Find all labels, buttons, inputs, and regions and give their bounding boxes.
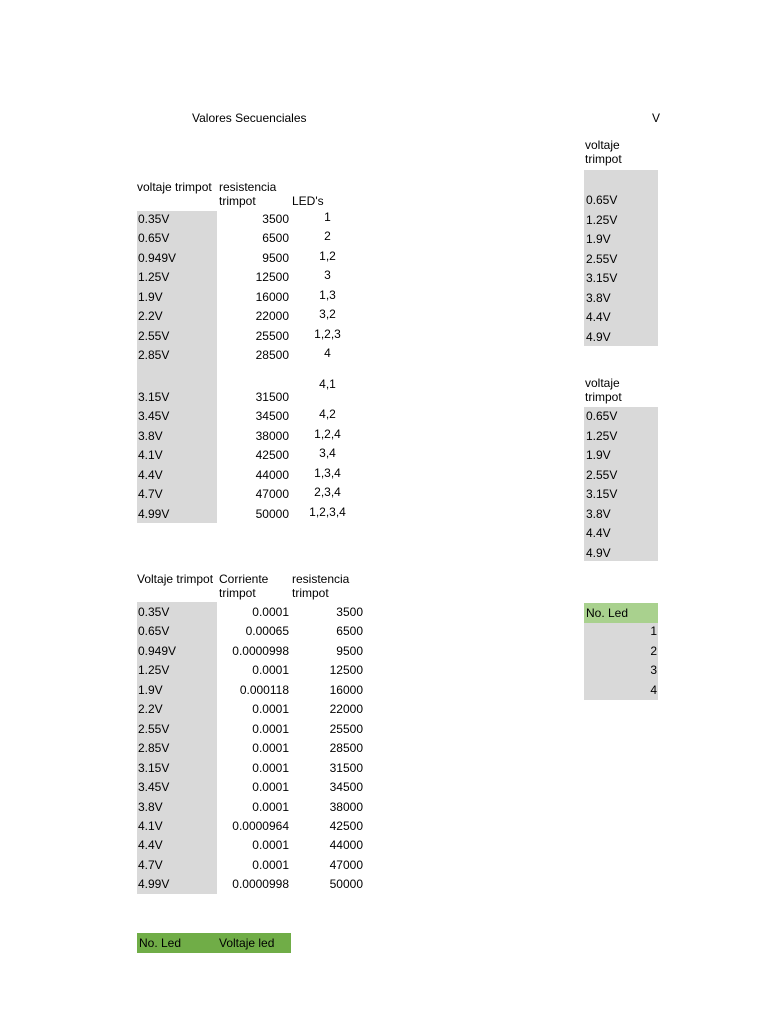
column-header-led-voltage: Voltaje led bbox=[219, 936, 275, 950]
current-cell: 0.0001 bbox=[252, 799, 289, 814]
voltage-cell: 4.4V bbox=[138, 468, 163, 482]
resistance-cell: 38000 bbox=[329, 799, 363, 814]
voltage-cell: 4.1V bbox=[138, 448, 163, 462]
leds-cell: 1,2,3 bbox=[314, 327, 341, 341]
led-number-cell: 2 bbox=[650, 643, 657, 658]
leds-cell: 3,2 bbox=[319, 307, 336, 321]
column-header-voltage: Voltaje trimpot bbox=[137, 572, 214, 586]
resistance-cell: 25500 bbox=[329, 721, 363, 736]
voltage-cell: 1.25V bbox=[586, 428, 618, 443]
leds-cell: 1,2 bbox=[319, 249, 336, 263]
voltage-cell: 1.25V bbox=[138, 663, 170, 678]
leds-cell: 1,2,3,4 bbox=[309, 505, 346, 519]
voltage-cell: 4.99V bbox=[138, 877, 170, 892]
current-cell: 0.0000998 bbox=[232, 643, 289, 658]
voltage-cell: 4.4V bbox=[586, 526, 611, 540]
resistance-cell: 25500 bbox=[255, 329, 289, 343]
voltage-cell: 3.8V bbox=[586, 290, 611, 305]
resistance-cell: 3500 bbox=[336, 605, 363, 619]
resistance-cell: 6500 bbox=[262, 231, 289, 245]
led-number-cell: 3 bbox=[650, 663, 657, 677]
leds-cell: 3 bbox=[324, 268, 331, 282]
column-header-led-number: No. Led bbox=[586, 606, 629, 620]
page-title: Valores Secuenciales bbox=[192, 111, 307, 125]
leds-cell: 1 bbox=[324, 210, 331, 224]
resistance-cell: 16000 bbox=[329, 682, 363, 697]
resistance-cell: 47000 bbox=[255, 487, 289, 501]
leds-cell: 1,2,4 bbox=[314, 427, 341, 441]
voltage-cell: 2.85V bbox=[138, 348, 170, 362]
column-header-current: Corriente trimpot bbox=[219, 572, 269, 600]
voltage-cell: 0.949V bbox=[138, 643, 177, 658]
resistance-cell: 12500 bbox=[329, 663, 363, 678]
voltage-cell: 4.1V bbox=[138, 818, 163, 833]
voltage-cell: 0.35V bbox=[138, 212, 170, 226]
voltage-cell: 2.55V bbox=[138, 721, 170, 736]
current-cell: 0.0001 bbox=[252, 760, 289, 775]
voltage-cell: 2.2V bbox=[138, 702, 163, 717]
resistance-cell: 42500 bbox=[255, 448, 289, 462]
resistance-cell: 22000 bbox=[255, 309, 289, 323]
resistance-cell: 34500 bbox=[255, 409, 289, 423]
resistance-cell: 28500 bbox=[329, 741, 363, 756]
current-cell: 0.0001 bbox=[252, 702, 289, 717]
resistance-cell: 3500 bbox=[262, 212, 289, 226]
current-cell: 0.0001 bbox=[252, 838, 289, 853]
resistance-cell: 9500 bbox=[262, 251, 289, 265]
column-header-resistance: resistencia trimpot bbox=[219, 180, 277, 208]
current-cell: 0.0001 bbox=[252, 741, 289, 756]
voltage-cell: 3.8V bbox=[138, 429, 163, 443]
voltage-cell: 2.55V bbox=[138, 329, 170, 343]
current-cell: 0.000118 bbox=[239, 682, 289, 697]
voltage-cell: 3.15V bbox=[138, 760, 170, 775]
voltage-cell: 2.2V bbox=[138, 309, 163, 323]
leds-cell: 1,3 bbox=[319, 288, 336, 302]
voltage-cell: 2.85V bbox=[138, 741, 170, 756]
voltage-cell: 1.9V bbox=[138, 290, 163, 304]
column-header-leds: LED's bbox=[292, 194, 324, 208]
voltage-cell: 1.9V bbox=[586, 448, 611, 462]
column-header-voltage: voltaje trimpot bbox=[585, 138, 622, 166]
voltage-cell: 3.45V bbox=[138, 780, 170, 795]
voltage-cell: 3.8V bbox=[586, 506, 611, 521]
leds-cell: 4,1 bbox=[319, 377, 336, 391]
resistance-cell: 42500 bbox=[329, 818, 363, 833]
voltage-cell: 1.9V bbox=[586, 232, 611, 246]
resistance-cell: 38000 bbox=[255, 429, 289, 443]
leds-cell: 4 bbox=[324, 346, 331, 360]
led-number-cell: 1 bbox=[650, 624, 657, 638]
voltage-cell: 1.9V bbox=[138, 682, 163, 697]
column-header-led-number: No. Led bbox=[139, 936, 182, 950]
leds-cell: 2 bbox=[324, 229, 331, 243]
voltage-cell: 2.55V bbox=[586, 251, 618, 266]
current-cell: 0.0000964 bbox=[232, 818, 289, 833]
voltage-cell: 1.25V bbox=[586, 212, 618, 227]
voltage-cell: 4.7V bbox=[138, 857, 163, 872]
resistance-cell: 16000 bbox=[255, 290, 289, 304]
leds-cell: 3,4 bbox=[319, 446, 336, 460]
resistance-cell: 31500 bbox=[255, 390, 289, 404]
resistance-cell: 6500 bbox=[336, 624, 363, 639]
resistance-cell: 44000 bbox=[255, 468, 289, 482]
voltage-cell: 3.15V bbox=[138, 390, 170, 404]
leds-cell: 4,2 bbox=[319, 407, 336, 421]
voltage-cell: 0.35V bbox=[138, 605, 170, 619]
current-cell: 0.0001 bbox=[252, 857, 289, 872]
column-header-voltage: voltaje trimpot bbox=[585, 376, 622, 404]
resistance-cell: 34500 bbox=[329, 780, 363, 795]
current-cell: 0.0000998 bbox=[232, 877, 289, 892]
leds-cell: 2,3,4 bbox=[314, 485, 341, 499]
voltage-cell: 4.7V bbox=[138, 487, 163, 501]
resistance-cell: 28500 bbox=[255, 348, 289, 362]
resistance-cell: 31500 bbox=[329, 760, 363, 775]
column-header-voltage: voltaje trimpot bbox=[137, 180, 212, 194]
current-cell: 0.0001 bbox=[252, 721, 289, 736]
voltage-cell: 4.9V bbox=[586, 545, 611, 560]
current-cell: 0.0001 bbox=[252, 663, 289, 678]
leds-cell: 1,3,4 bbox=[314, 466, 341, 480]
led-number-cell: 4 bbox=[650, 682, 657, 697]
voltage-cell: 3.8V bbox=[138, 799, 163, 814]
voltage-cell: 1.25V bbox=[138, 270, 170, 284]
resistance-cell: 12500 bbox=[255, 270, 289, 284]
voltage-cell: 0.65V bbox=[138, 231, 170, 245]
voltage-cell: 0.65V bbox=[138, 624, 170, 639]
voltage-cell: 0.949V bbox=[138, 251, 177, 265]
voltage-cell: 4.4V bbox=[586, 310, 611, 324]
resistance-cell: 50000 bbox=[329, 877, 363, 892]
voltage-cell: 3.15V bbox=[586, 271, 618, 285]
current-cell: 0.00065 bbox=[245, 624, 289, 639]
voltage-cell: 4.99V bbox=[138, 507, 170, 521]
voltage-cell: 0.65V bbox=[586, 409, 618, 423]
resistance-cell: 50000 bbox=[255, 507, 289, 521]
resistance-cell: 22000 bbox=[329, 702, 363, 717]
voltage-cell: 4.4V bbox=[138, 838, 163, 853]
column-header-resistance: resistencia trimpot bbox=[292, 572, 350, 600]
voltage-cell: 4.9V bbox=[586, 329, 611, 344]
voltage-cell: 2.55V bbox=[586, 467, 618, 482]
resistance-cell: 9500 bbox=[336, 643, 363, 658]
resistance-cell: 44000 bbox=[329, 838, 363, 853]
voltage-cell: 3.15V bbox=[586, 487, 618, 501]
resistance-cell: 47000 bbox=[329, 857, 363, 872]
voltage-cell: 0.65V bbox=[586, 193, 618, 207]
current-cell: 0.0001 bbox=[252, 780, 289, 795]
current-cell: 0.0001 bbox=[252, 605, 289, 619]
voltage-cell: 3.45V bbox=[138, 409, 170, 423]
right-title-fragment: V bbox=[652, 111, 661, 125]
